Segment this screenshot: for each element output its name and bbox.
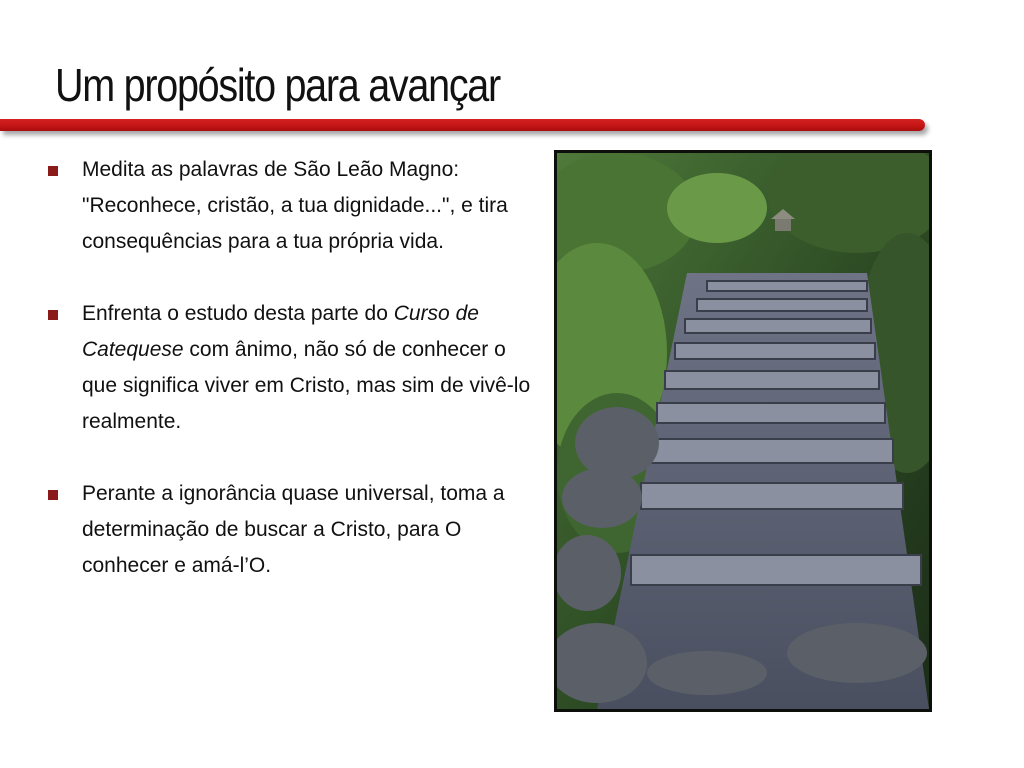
- bullet-item-2: [44, 296, 544, 440]
- bullet-text: Perante a ignorância quase universal, toma a determinação de buscar a Cristo, para O conhecer e amá-l’O.: [82, 482, 505, 577]
- bullet-item-1: [44, 152, 544, 260]
- square-bullet-icon: [48, 166, 58, 176]
- stone-steps-illustration: [557, 153, 929, 709]
- square-bullet-icon: [48, 310, 58, 320]
- bullet-item-3: [44, 476, 544, 584]
- title-underline-rule: [0, 119, 925, 131]
- bullet-list: [44, 152, 544, 584]
- stone-steps-garden-photo: [554, 150, 932, 712]
- bullet-text: Medita as palavras de São Leão Magno: "Reconhece, cristão, a tua dignidade...", e tira consequências para a tua própria vida.: [82, 158, 508, 253]
- bullet-emphasis: Curso de Catequese: [82, 302, 479, 361]
- slide-title: Um propósito para avançar: [55, 59, 500, 111]
- bullet-text: com ânimo, não só de conhecer o que significa viver em Cristo, mas sim de vivê-lo realmente.: [82, 338, 531, 433]
- bullet-text: Enfrenta o estudo desta parte do: [82, 302, 394, 325]
- square-bullet-icon: [48, 490, 58, 500]
